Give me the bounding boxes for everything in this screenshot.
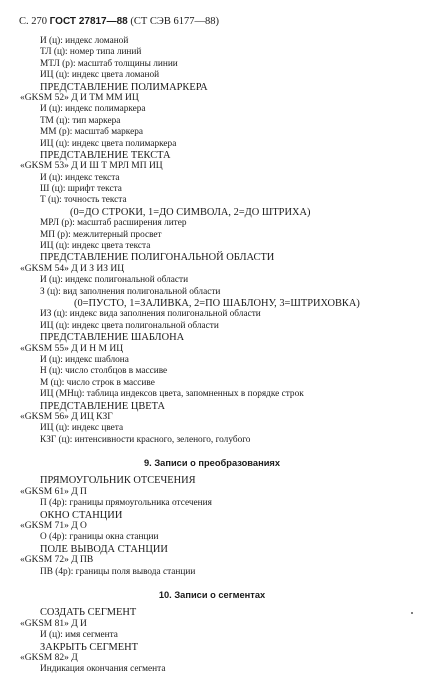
record-heading: ПОЛЕ ВЫВОДА СТАНЦИИ <box>40 543 168 555</box>
field-enum: (0=ПУСТО, 1=ЗАЛИВКА, 2=ПО ШАБЛОНУ, 3=ШТРИХОВКА) <box>74 297 360 309</box>
gksm-record: «GKSM 54» Д И З ИЗ ИЦ <box>20 263 125 274</box>
record-heading: ПРЕДСТАВЛЕНИЕ ТЕКСТА <box>40 149 171 161</box>
field-line: КЗГ (ц): интенсивности красного, зеленого, голубого <box>40 434 251 445</box>
field-line: ИЦ (ц): индекс цвета полимаркера <box>40 138 177 149</box>
field-line: МРЛ (р): масштаб расширения литер <box>40 218 187 229</box>
field-line: ИЗ (ц): индекс вида заполнения полигональной области <box>40 309 261 320</box>
field-line: И (ц): индекс полигональной области <box>40 275 189 286</box>
field-line: ИЦ (ц): индекс цвета <box>40 423 124 434</box>
gksm-record: «GKSM 72» Д ПВ <box>20 555 94 566</box>
record-heading: ОКНО СТАНЦИИ <box>40 509 123 521</box>
gksm-record: «GKSM 82» Д <box>20 652 78 663</box>
field-line: И (ц): имя сегмента <box>40 630 118 641</box>
gksm-record: «GKSM 55» Д И Н М ИЦ <box>20 343 124 354</box>
spacer <box>0 446 424 458</box>
field-line: И (ц): индекс полимаркера <box>40 104 146 115</box>
record-heading: ПРЯМОУГОЛЬНИК ОТСЕЧЕНИЯ <box>40 475 196 487</box>
page-number: С. 270 <box>19 16 48 27</box>
gksm-record: «GKSM 61» Д П <box>20 486 87 497</box>
field-line: ПВ (4р): границы поля вывода станции <box>40 566 196 577</box>
field-line: ММ (р): масштаб маркера <box>40 127 143 138</box>
standard-number: ГОСТ 27817—88 <box>49 16 128 27</box>
record-heading: ПРЕДСТАВЛЕНИЕ ПОЛИГОНАЛЬНОЙ ОБЛАСТИ <box>40 252 275 264</box>
field-line: М (ц): число строк в массиве <box>40 377 155 388</box>
document-body <box>0 36 424 676</box>
field-line: МП (р): межлитерный просвет <box>40 229 162 240</box>
record-heading: ЗАКРЫТЬ СЕГМЕНТ <box>40 641 138 653</box>
record-heading: СОЗДАТЬ СЕГМЕНТ <box>40 607 137 619</box>
field-enum: (0=ДО СТРОКИ, 1=ДО СИМВОЛА, 2=ДО ШТРИХА) <box>70 206 311 218</box>
field-line: ИЦ (ц): индекс цвета полигональной области <box>40 320 219 331</box>
field-line: И (ц): индекс ломаной <box>40 36 129 46</box>
field-line: З (ц): вид заполнения полигональной области <box>40 286 221 297</box>
field-line: Ш (ц): шрифт текста <box>40 184 122 195</box>
spacer <box>0 578 424 590</box>
section-title-segments: 10. Записи о сегментах <box>158 589 266 600</box>
section-title-transformations: 9. Записи о преобразованиях <box>144 458 280 469</box>
field-line: П (4р): границы прямоугольника отсечения <box>40 498 212 509</box>
field-line: ТМ (ц): тип маркера <box>40 115 121 126</box>
field-line: ИЦ (ц): индекс цвета текста <box>40 241 151 252</box>
gksm-record: «GKSM 53» Д И Ш Т МРЛ МП ИЦ <box>20 161 163 172</box>
field-line: ИЦ (ц): индекс цвета ломаной <box>40 70 160 81</box>
field-line: Индикация окончания сегмента <box>40 664 166 675</box>
record-heading: ПРЕДСТАВЛЕНИЕ ЦВЕТА <box>40 400 165 412</box>
field-line: ИЦ (МНц): таблица индексов цвета, запомненных в порядке строк <box>40 389 304 400</box>
gksm-record: «GKSM 81» Д И <box>20 618 87 629</box>
scan-speck <box>411 612 413 614</box>
gksm-record: «GKSM 56» Д ИЦ КЗГ <box>20 411 113 422</box>
gksm-record: «GKSM 52» Д И ТМ ММ ИЦ <box>20 92 139 103</box>
field-line: И (ц): индекс шаблона <box>40 354 129 365</box>
gksm-record: «GKSM 71» Д О <box>20 521 87 532</box>
record-heading: ПРЕДСТАВЛЕНИЕ ШАБЛОНА <box>40 332 185 344</box>
page-header <box>19 16 219 27</box>
field-line: ТЛ (ц): номер типа линий <box>40 47 142 58</box>
field-line: И (ц): индекс текста <box>40 172 120 183</box>
field-line: МТЛ (р): масштаб толщины линии <box>40 58 178 69</box>
record-heading: ПРЕДСТАВЛЕНИЕ ПОЛИМАРКЕРА <box>40 81 208 93</box>
field-line: О (4р): границы окна станции <box>40 532 159 543</box>
field-line: Н (ц): число столбцов в массиве <box>40 366 168 377</box>
field-line: Т (ц): точность текста <box>40 195 127 206</box>
standard-subtitle: (СТ СЭВ 6177—88) <box>130 16 219 27</box>
